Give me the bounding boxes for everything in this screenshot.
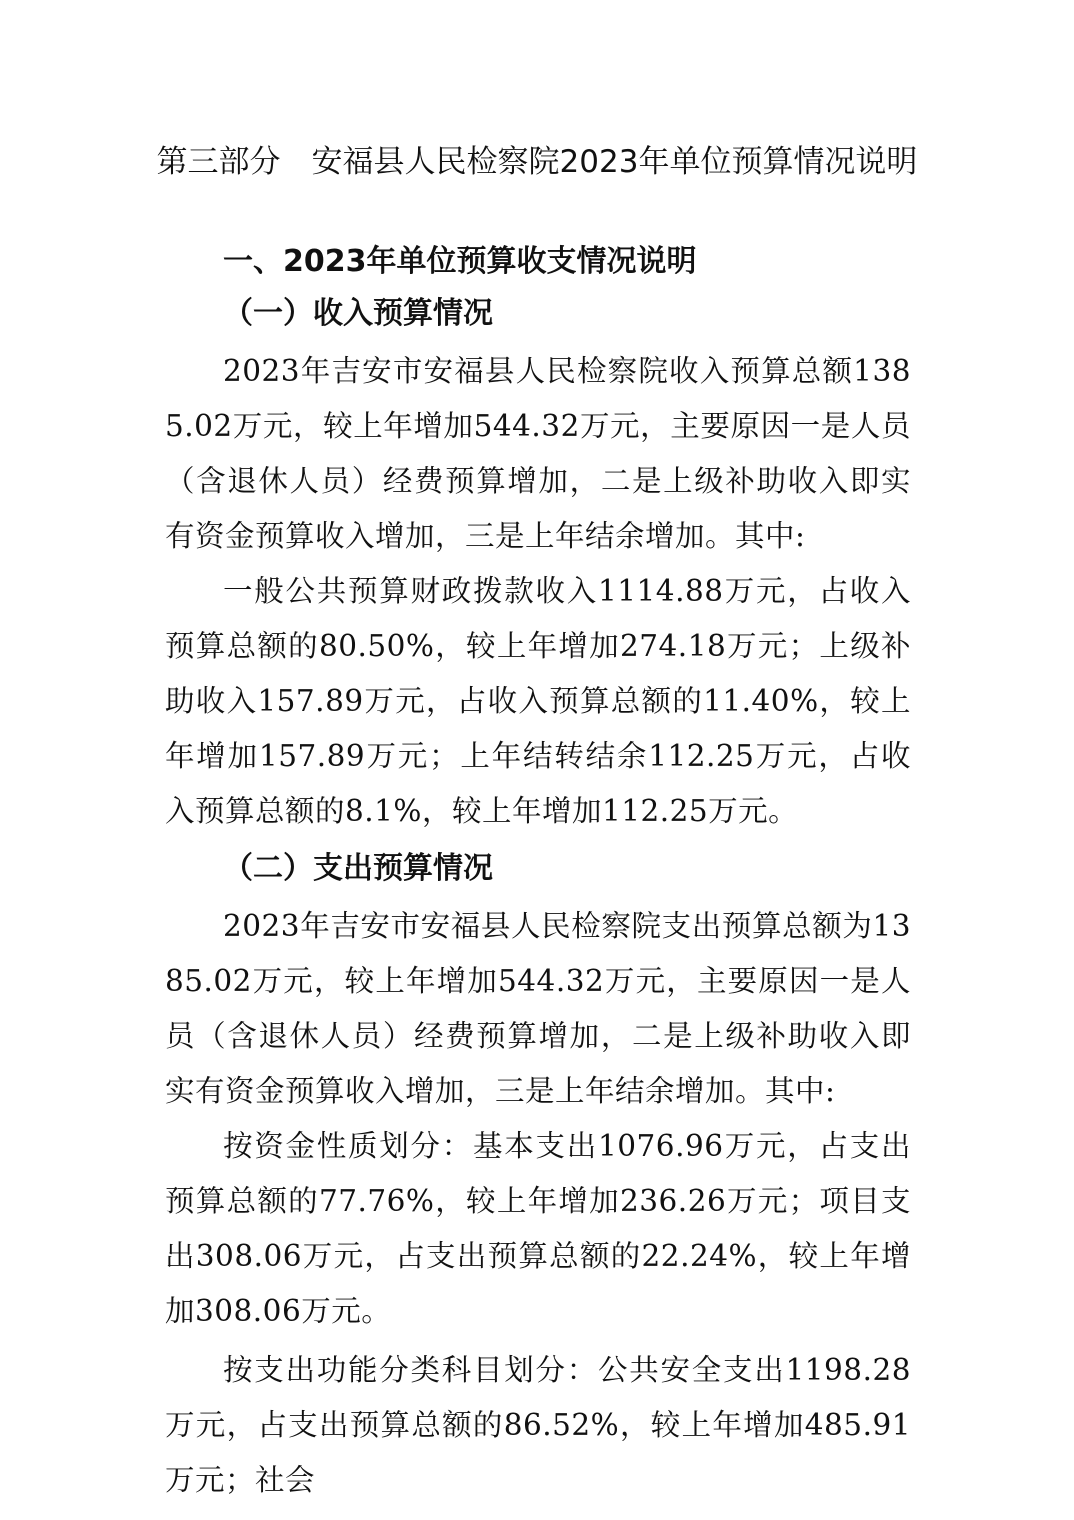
section-heading-budget-overview: 一、2023年单位预算收支情况说明 <box>223 244 697 279</box>
subsection-heading-income: （一）收入预算情况 <box>223 296 493 331</box>
expense-paragraph-total: 2023年吉安市安福县人民检察院支出预算总额为1385.02万元，较上年增加544.32万元，主要原因一是人员（含退休人员）经费预算增加，二是上级补助收入即实有资金预算收入增加，三是上年结余增加。其中: <box>165 909 911 1108</box>
document-title: 第三部分 安福县人民检察院2023年单位预算情况说明 <box>156 144 918 180</box>
income-paragraph-total: 2023年吉安市安福县人民检察院收入预算总额1385.02万元，较上年增加544.32万元，主要原因一是人员（含退休人员）经费预算增加，二是上级补助收入即实有资金预算收入增加，三是上年结余增加。其中: <box>165 354 911 553</box>
subsection-heading-expense: （二）支出预算情况 <box>223 851 493 886</box>
expense-paragraph-by-nature: 按资金性质划分：基本支出1076.96万元，占支出预算总额的77.76%，较上年增加236.26万元；项目支出308.06万元，占支出预算总额的22.24%，较上年增加308.06万元。 <box>165 1129 911 1328</box>
document-body <box>165 236 911 1508</box>
income-paragraph-breakdown: 一般公共预算财政拨款收入1114.88万元，占收入预算总额的80.50%，较上年增加274.18万元；上级补助收入157.89万元，占收入预算总额的11.40%，较上年增加157.89万元；上年结转结余112.25万元，占收入预算总额的8.1%，较上年增加112.25万元。 <box>165 574 911 828</box>
expense-paragraph-by-function: 按支出功能分类科目划分：公共安全支出1198.28万元，占支出预算总额的86.52%，较上年增加485.91万元；社会 <box>165 1353 911 1497</box>
